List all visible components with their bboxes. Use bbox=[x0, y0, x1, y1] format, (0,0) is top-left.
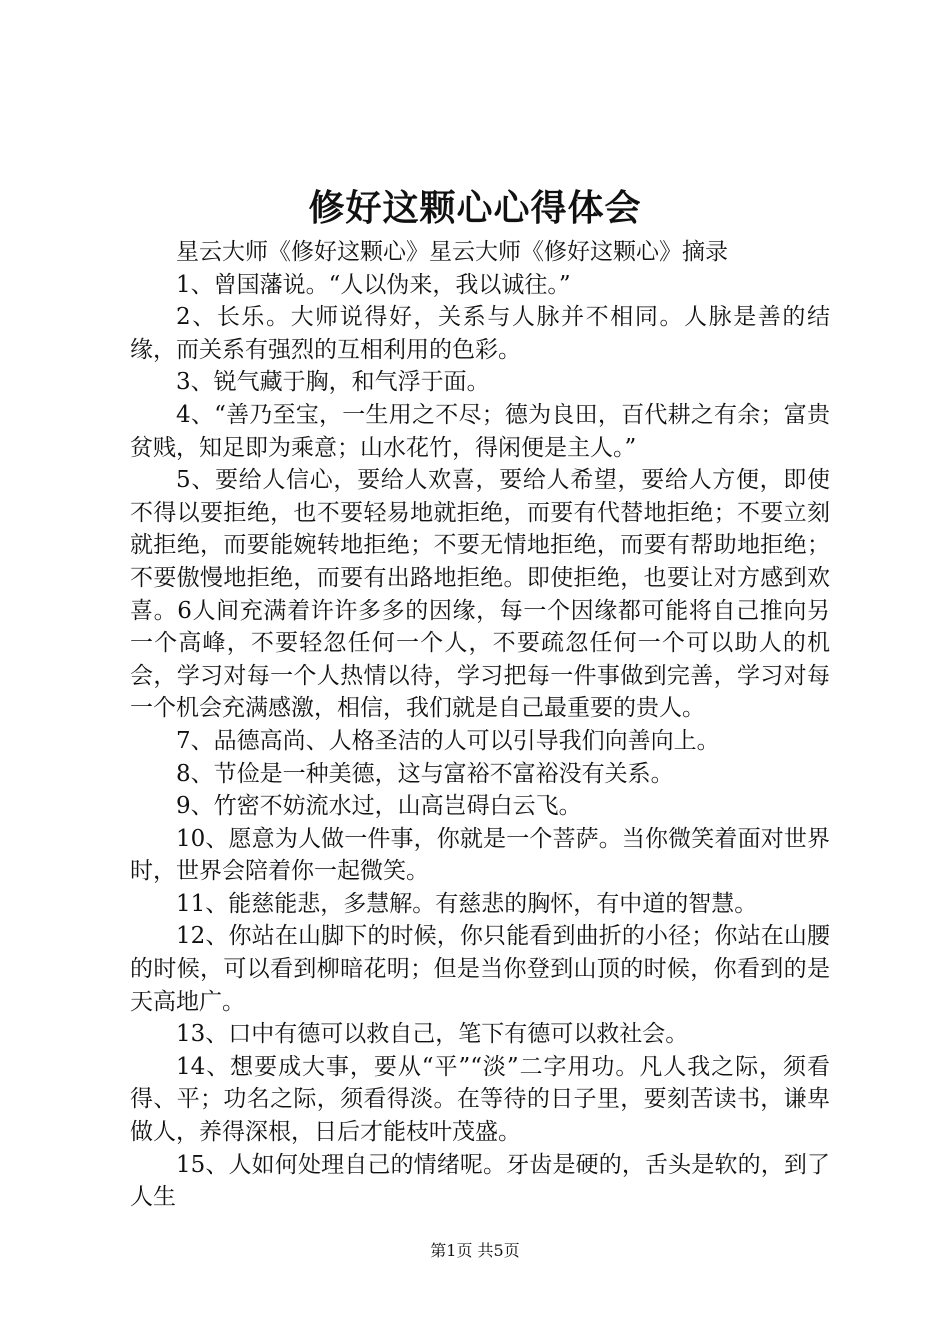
paragraph-8: 8、节俭是一种美德，这与富裕不富裕没有关系。 bbox=[176, 760, 674, 787]
page-footer: 第1页 共5页 bbox=[430, 1241, 520, 1260]
paragraph-13: 13、口中有德可以救自己，笔下有德可以救社会。 bbox=[176, 1021, 689, 1048]
document-body bbox=[130, 236, 830, 1214]
paragraph-2: 2、长乐。大师说得好，关系与人脉并不相同。人脉是善的结缘，而关系有强烈的互相利用的色彩。 bbox=[130, 304, 830, 363]
paragraph-3: 3、锐气藏于胸，和气浮于面。 bbox=[176, 369, 490, 396]
paragraph-5: 5、要给人信心，要给人欢喜，要给人希望，要给人方便，即使不得以要拒绝，也不要轻易地就拒绝，而要有代替地拒绝；不要立刻就拒绝，而要能婉转地拒绝；不要无情地拒绝，而要有帮助地拒绝；不要傲慢地拒绝，而要有出路地拒绝。即使拒绝，也要让对方感到欢喜。6人间充满着许许多多的因缘，每一个因缘都可能将自己推向另一个高峰，不要轻忽任何一个人，不要疏忽任何一个可以助人的机会，学习对每一个人热情以待，学习把每一件事做到完善，学习对每一个机会充满感激，相信，我们就是自己最重要的贵人。 bbox=[130, 467, 830, 722]
paragraph-11: 11、能慈能悲，多慧解。有慈悲的胸怀，有中道的智慧。 bbox=[176, 890, 758, 917]
paragraph-7: 7、品德高尚、人格圣洁的人可以引导我们向善向上。 bbox=[176, 727, 720, 754]
paragraph-10: 10、愿意为人做一件事，你就是一个菩萨。当你微笑着面对世界时，世界会陪着你一起微笑。 bbox=[130, 825, 830, 885]
paragraph-intro: 星云大师《修好这颗心》星云大师《修好这颗心》摘录 bbox=[176, 239, 728, 265]
paragraph-15: 15、人如何处理自己的情绪呢。牙齿是硬的，舌头是软的，到了人生 bbox=[130, 1151, 830, 1211]
paragraph-12: 12、你站在山脚下的时候，你只能看到曲折的小径；你站在山腰的时候，可以看到柳暗花明；但是当你登到山顶的时候，你看到的是天高地广。 bbox=[130, 923, 830, 1015]
paragraph-1: 1、曾国藩说。“人以伪来，我以诚往。” bbox=[176, 271, 571, 298]
paragraph-14: 14、想要成大事，要从“平”“淡”二字用功。凡人我之际，须看得、平；功名之际，须看得淡。在等待的日子里，要刻苦读书，谦卑做人，养得深根，日后才能枝叶茂盛。 bbox=[130, 1053, 830, 1146]
document-title: 修好这颗心心得体会 bbox=[308, 187, 642, 229]
paragraph-9: 9、竹密不妨流水过，山高岂碍白云飞。 bbox=[176, 793, 582, 820]
paragraph-4: 4、“善乃至宝，一生用之不尽；德为良田，百代耕之有余；富贵贫贱，知足即为乘意；山水花竹，得闲便是主人。” bbox=[130, 401, 830, 461]
